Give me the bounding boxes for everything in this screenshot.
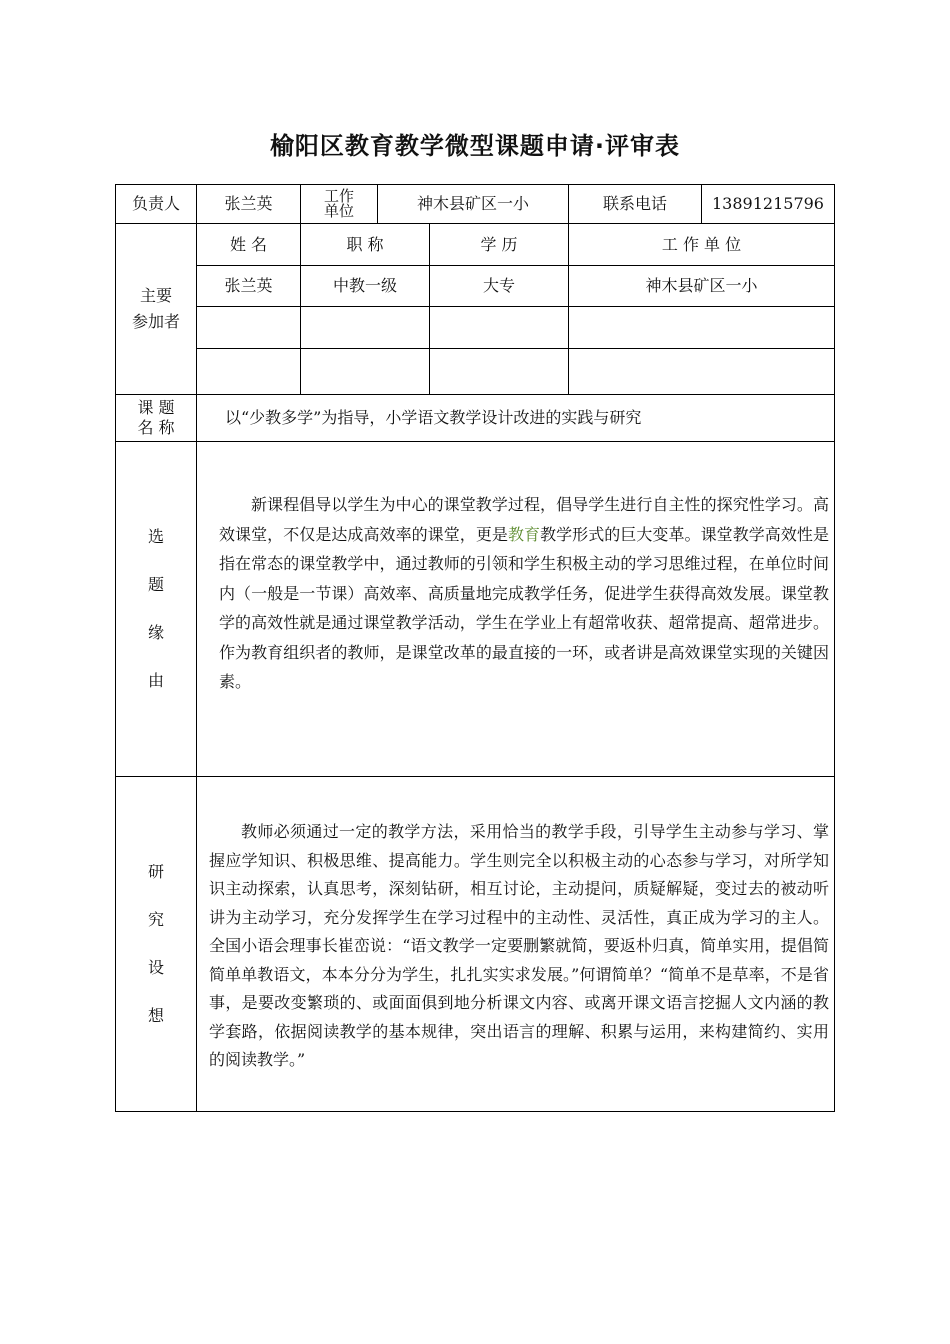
reason-paragraph — [219, 490, 829, 697]
reason-text-end: 教学形式的巨大变革。课堂教学高效性是指在常态的课堂教学中，通过教师的引领和学生积极主动的学习思维过程，在单位时间内（一般是一节课）高效率、高质量地完成教学任务，促进学生获得高效发展。课堂教学的高效性就是通过课堂教学活动，学生在学业上有超常收获、超常提高、超常进步。作为教育组织者的教师，是课堂改革的最直接的一环，或者讲是高效课堂实现的关键因素。 — [219, 524, 829, 691]
topic-label-line1: 课 题 — [137, 398, 175, 417]
row-divider — [116, 776, 834, 777]
topic-value: 以“少教多学”为指导，小学语文教学设计改进的实践与研究 — [225, 408, 642, 427]
participant-name: 张兰英 — [224, 276, 273, 295]
page-title: 榆阳区教育教学微型课题申请·评审表 — [269, 132, 681, 160]
participants-label — [116, 224, 196, 394]
participant-title: 中教一级 — [332, 276, 397, 295]
row-divider — [116, 441, 834, 442]
research-label-char: 设 — [147, 958, 164, 977]
participant-education — [430, 349, 568, 394]
research-label-char: 研 — [147, 862, 164, 881]
participant-unit — [569, 349, 834, 394]
topic-label-line2: 名 称 — [137, 418, 175, 437]
participants-label-line2: 参加者 — [131, 312, 180, 331]
participant-unit — [569, 307, 834, 348]
research-paragraph: 教师必须通过一定的教学方法，采用恰当的教学手段，引导学生主动参与学习、掌握应学知识、积极思维、提高能力。学生则完全以积极主动的心态参与学习，对所学知识主动探索，认真思考，深刻钻研，相互讨论，主动提问，质疑解疑，变过去的被动听讲为主动学习，充分发挥学生在学习过程中的主动性、灵活性，真正成为学习的主人。 全国小语会理事长崔峦说：“语文教学一定要删繁就简，要返朴归真，简单实用，提倡简简单单教语文，本本分分为学生，扎扎实实求发展。”何谓简单？“简单不是草率，不是省事，是要改变繁琐的、或面面俱到地分析课文内容、或离开课文语言挖掘人文内涵的教学套路，依据阅读教学的基本规律，突出语言的理解、积累与运用，来构建简约、实用的阅读教学。” — [209, 822, 829, 1069]
unit-label-line1: 工作 — [323, 187, 354, 205]
reason-label-char: 题 — [147, 575, 164, 594]
participants-label-line1: 主要 — [139, 286, 172, 305]
reason-label-char: 选 — [147, 527, 164, 546]
participant-name — [197, 307, 300, 348]
reason-label-char: 由 — [147, 671, 164, 690]
participant-title — [301, 349, 429, 394]
col-divider — [196, 441, 197, 1111]
topic-label — [116, 395, 196, 441]
unit-label — [301, 185, 377, 223]
phone-value: 13891215796 — [712, 194, 824, 213]
participant-unit: 神木县矿区一小 — [645, 276, 758, 295]
participant-education: 大专 — [482, 276, 515, 295]
reason-text-highlight: 教育 — [507, 524, 541, 544]
participant-name — [197, 349, 300, 394]
column-header-unit: 工 作 单 位 — [661, 234, 742, 254]
participant-education — [430, 307, 568, 348]
reason-label — [116, 442, 196, 776]
column-header-title: 职 称 — [346, 234, 384, 254]
unit-value: 神木县矿区一小 — [416, 194, 529, 213]
leader-name: 张兰英 — [224, 194, 273, 213]
reason-text-start: 新课程倡导以学生为中心的课堂教学过程，倡导学生进行自主性的探究性学习。高效课堂，不仅是达成高效率的课堂，更是 — [219, 495, 829, 544]
phone-label: 联系电话 — [602, 194, 667, 213]
column-header-education: 学 历 — [480, 234, 518, 254]
research-label-char: 究 — [147, 910, 164, 929]
column-header-name: 姓 名 — [229, 234, 268, 254]
leader-label: 负责人 — [131, 194, 180, 213]
research-label — [116, 777, 196, 1111]
application-form-table — [115, 184, 835, 1112]
research-label-char: 想 — [147, 1006, 164, 1025]
participant-title — [301, 307, 429, 348]
reason-label-char: 缘 — [147, 623, 164, 642]
unit-label-line2: 单位 — [323, 202, 354, 220]
